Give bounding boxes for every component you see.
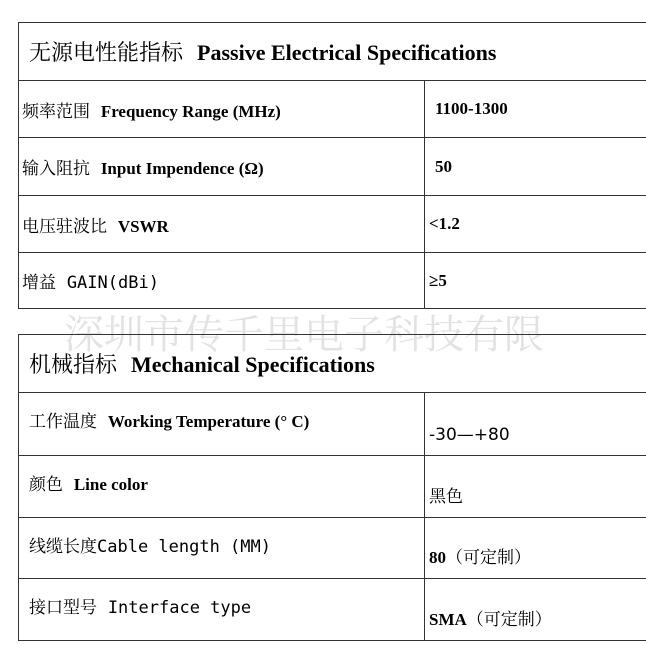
label-zh: 工作温度	[29, 412, 97, 432]
passive-title	[19, 23, 646, 81]
table-row	[19, 518, 646, 579]
row-label	[19, 81, 425, 138]
row-label	[19, 138, 425, 196]
row-label	[19, 393, 425, 456]
label-zh: 输入阻抗	[22, 159, 90, 179]
mechanical-title-en: Mechanical Specifications	[131, 352, 375, 377]
label-zh: 增益	[22, 273, 56, 293]
mechanical-title	[19, 335, 646, 393]
row-value: 1100-1300	[425, 81, 646, 138]
label-en: Input Impendence (Ω)	[100, 159, 264, 178]
table-row	[19, 579, 646, 641]
label-en: Cable length (MM)	[97, 537, 271, 557]
row-value: <1.2	[425, 196, 646, 253]
table-row	[19, 196, 646, 253]
label-zh: 频率范围	[22, 101, 90, 122]
value-note: （可定制）	[466, 610, 552, 630]
passive-title-zh: 无源电性能指标	[29, 41, 184, 66]
row-label	[19, 253, 425, 309]
row-value	[425, 579, 646, 641]
row-label	[19, 456, 425, 518]
row-value: 黑色	[425, 456, 646, 518]
value-main: SMA	[429, 610, 467, 629]
label-en: Frequency Range (MHz)	[100, 101, 281, 121]
passive-title-en: Passive Electrical Specifications	[197, 40, 497, 65]
row-value	[425, 518, 646, 579]
table-title-row	[19, 335, 646, 393]
value-main: 80	[429, 548, 446, 567]
row-label	[19, 579, 425, 641]
label-en: Line color	[73, 475, 148, 494]
label-en: Working Temperature (° C)	[107, 412, 310, 431]
table-row	[19, 456, 646, 518]
table-row	[19, 253, 646, 309]
table-row	[19, 393, 646, 456]
label-en: Interface type	[107, 598, 252, 618]
row-value: 50	[425, 138, 646, 196]
table-row	[19, 81, 646, 138]
passive-electrical-table	[18, 22, 646, 309]
row-label	[19, 518, 425, 579]
table-title-row	[19, 23, 646, 81]
label-en: VSWR	[117, 216, 169, 236]
table-row	[19, 138, 646, 196]
label-zh: 颜色	[29, 475, 63, 495]
label-zh: 线缆长度	[29, 537, 97, 557]
row-label	[19, 196, 425, 253]
row-value: ≥5	[425, 253, 646, 309]
watermark: 深圳市传千里电子科技有限	[64, 312, 544, 358]
label-zh: 电压驻波比	[22, 216, 107, 237]
mechanical-table	[18, 334, 646, 641]
label-zh: 接口型号	[29, 598, 97, 618]
label-en: GAIN(dBi)	[66, 273, 159, 293]
value-note: （可定制）	[446, 548, 531, 568]
row-value: -30—+80	[425, 393, 646, 456]
mechanical-title-zh: 机械指标	[29, 353, 118, 378]
